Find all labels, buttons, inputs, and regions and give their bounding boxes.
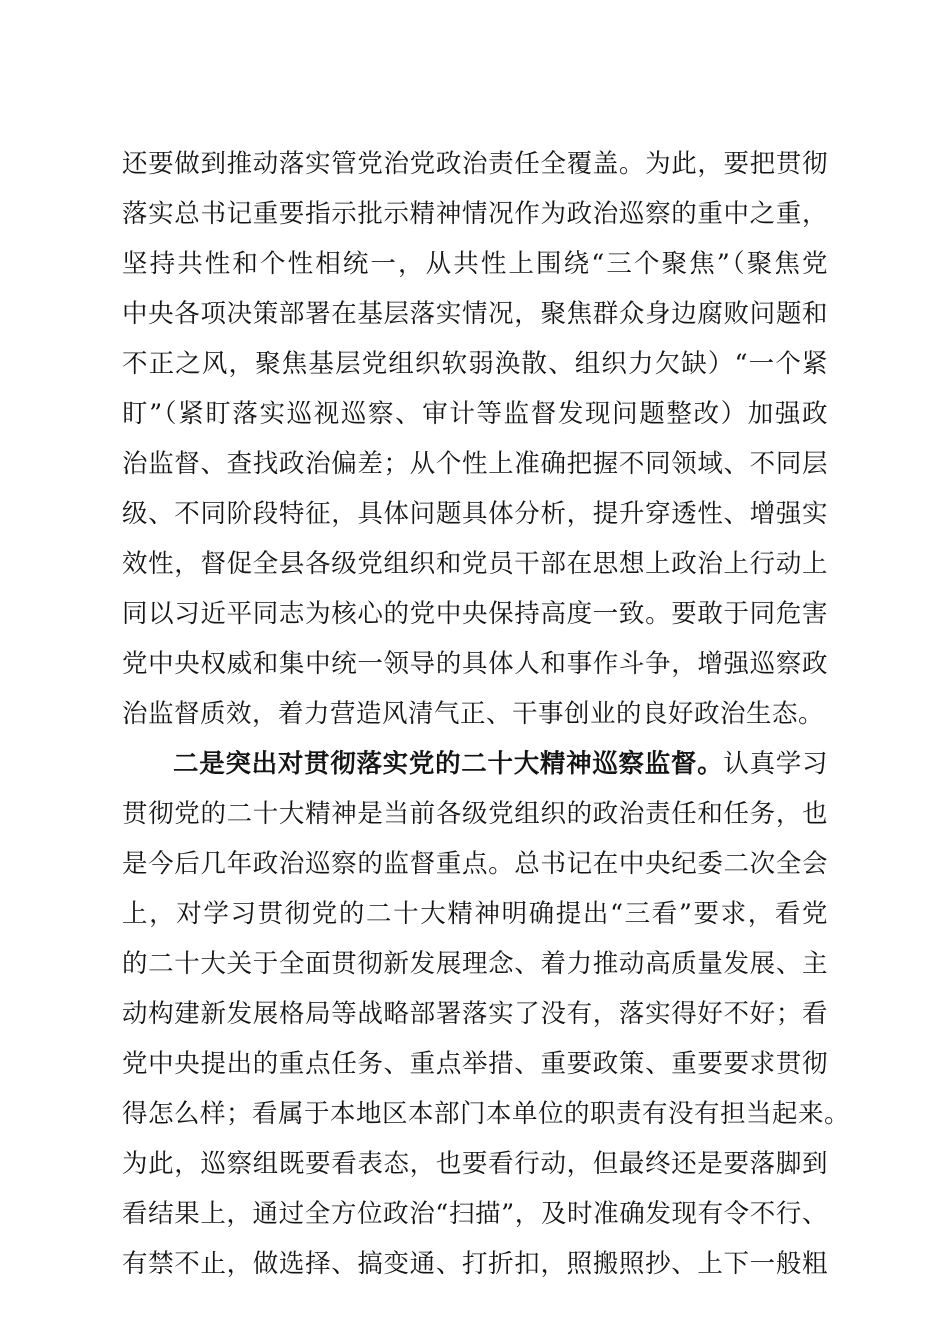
paragraph-2	[122, 739, 851, 1289]
text-line	[122, 739, 828, 789]
text-line: 落实总书记重要指示批示精神情况作为政治巡察的重中之重，	[122, 199, 828, 229]
paragraph-heading: 二是突出对贯彻落实党的二十大精神巡察监督。	[173, 749, 724, 779]
text-line: 是今后几年政治巡察的监督重点。总书记在中央纪委二次全会	[122, 849, 828, 879]
text-line: 上，对学习贯彻党的二十大精神明确提出“三看”要求，看党	[122, 899, 828, 929]
text-line: 治监督、查找政治偏差；从个性上准确把握不同领域、不同层	[122, 449, 828, 479]
text-line: 得怎么样；看属于本地区本部门本单位的职责有没有担当起来。	[122, 1099, 851, 1129]
text-line: 的二十大关于全面贯彻新发展理念、着力推动高质量发展、主	[122, 949, 828, 979]
text-line: 贯彻党的二十大精神是当前各级党组织的政治责任和任务，也	[122, 799, 828, 829]
text-line: 动构建新发展格局等战略部署落实了没有，落实得好不好；看	[122, 999, 828, 1029]
text-line: 有禁不止，做选择、搞变通、打折扣，照搬照抄、上下一般粗	[122, 1249, 828, 1279]
text-line: 级、不同阶段特征，具体问题具体分析，提升穿透性、增强实	[122, 499, 828, 529]
text-line: 坚持共性和个性相统一，从共性上围绕“三个聚焦”（聚焦党	[122, 249, 828, 279]
document-body	[122, 139, 851, 1289]
text-line: 不正之风，聚焦基层党组织软弱涣散、组织力欠缺）“一个紧	[122, 349, 828, 379]
text-line: 盯”（紧盯落实巡视巡察、审计等监督发现问题整改）加强政	[122, 399, 828, 429]
text-line: 党中央权威和集中统一领导的具体人和事作斗争，增强巡察政	[122, 649, 828, 679]
text-line: 为此，巡察组既要看表态，也要看行动，但最终还是要落脚到	[122, 1149, 828, 1179]
text-line: 还要做到推动落实管党治党政治责任全覆盖。为此，要把贯彻	[122, 149, 828, 179]
text-line: 治监督质效，着力营造风清气正、干事创业的良好政治生态。	[122, 699, 825, 729]
text-line: 效性，督促全县各级党组织和党员干部在思想上政治上行动上	[122, 549, 828, 579]
text-line: 看结果上，通过全方位政治“扫描”，及时准确发现有令不行、	[122, 1199, 828, 1229]
text-line: 党中央提出的重点任务、重点举措、重要政策、重要要求贯彻	[122, 1049, 828, 1079]
heading-continuation: 认真学习	[723, 749, 828, 779]
text-line: 同以习近平同志为核心的党中央保持高度一致。要敢于同危害	[122, 599, 828, 629]
text-line: 中央各项决策部署在基层落实情况，聚焦群众身边腐败问题和	[122, 299, 828, 329]
paragraph-1	[122, 139, 828, 739]
